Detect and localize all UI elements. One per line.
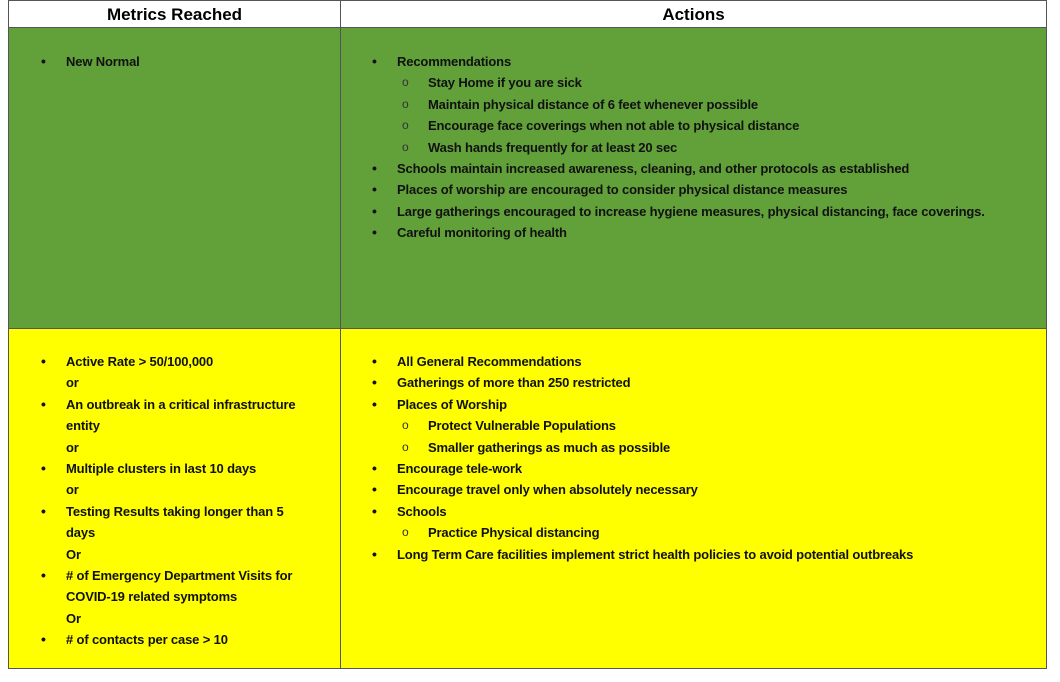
metrics-actions-table (8, 0, 1047, 669)
yellow-metrics-cell (9, 329, 340, 668)
metric-text: # of contacts per case > 10 (66, 632, 228, 648)
action-item: • Careful monitoring of health (372, 222, 1038, 243)
metric-item (41, 629, 311, 650)
metric-text: # of Emergency Department Visits for COVID-19 related symptoms (66, 568, 293, 605)
action-subitem: o Wash hands frequently for at least 20 sec (372, 137, 1038, 158)
action-item: • Encourage tele-work (372, 458, 1038, 479)
metric-item (41, 394, 311, 458)
green-actions-list (372, 51, 1038, 244)
metric-item (41, 565, 311, 629)
header-actions: Actions (341, 1, 1046, 28)
metric-text: Multiple clusters in last 10 days (66, 461, 257, 477)
action-subitem: o Stay Home if you are sick (372, 72, 1038, 93)
action-item: • All General Recommendations (372, 351, 1038, 372)
yellow-actions-list (372, 351, 1038, 565)
action-item: • Large gatherings encouraged to increase hygiene measures, physical distancing, face coverings. (372, 201, 1038, 222)
metric-connector: or (66, 375, 79, 391)
header-metrics-reached: Metrics Reached (9, 1, 340, 28)
metric-connector: or (66, 439, 79, 455)
metric-connector: Or (66, 610, 81, 626)
action-item: • Encourage travel only when absolutely necessary (372, 479, 1038, 500)
action-subitem: o Maintain physical distance of 6 feet whenever possible (372, 94, 1038, 115)
yellow-metrics-list (41, 351, 311, 651)
metric-item (41, 501, 311, 565)
action-item: • Places of worship are encouraged to consider physical distance measures (372, 179, 1038, 200)
action-subitem: o Protect Vulnerable Populations (372, 415, 1038, 436)
action-item: • Long Term Care facilities implement strict health policies to avoid potential outbreaks (372, 544, 1038, 565)
metric-text: New Normal (66, 54, 140, 69)
action-item: • Recommendations (372, 51, 1038, 72)
metric-item (41, 351, 311, 394)
metric-connector: or (66, 482, 79, 498)
metric-text: Active Rate > 50/100,000 (66, 354, 214, 369)
row-divider (9, 27, 1046, 28)
yellow-actions-cell (341, 329, 1046, 668)
green-metrics-list (41, 51, 340, 72)
metric-connector: Or (66, 546, 81, 562)
metric-text: Testing Results taking longer than 5 days (66, 503, 284, 541)
column-divider (340, 1, 341, 668)
action-subitem: o Practice Physical distancing (372, 522, 1038, 543)
action-item: • Gatherings of more than 250 restricted (372, 372, 1038, 393)
action-item: • Places of Worship (372, 394, 1038, 415)
row-divider (9, 328, 1046, 329)
green-metrics-cell (9, 28, 340, 328)
action-subitem: o Smaller gatherings as much as possible (372, 437, 1038, 458)
action-item: • Schools (372, 501, 1038, 522)
metric-item (41, 51, 340, 72)
action-item: • Schools maintain increased awareness, cleaning, and other protocols as established (372, 158, 1038, 179)
metric-text: An outbreak in a critical infrastructure entity (66, 396, 296, 434)
action-subitem: o Encourage face coverings when not able to physical distance (372, 115, 1038, 136)
green-actions-cell (341, 28, 1046, 328)
metric-item (41, 458, 311, 501)
